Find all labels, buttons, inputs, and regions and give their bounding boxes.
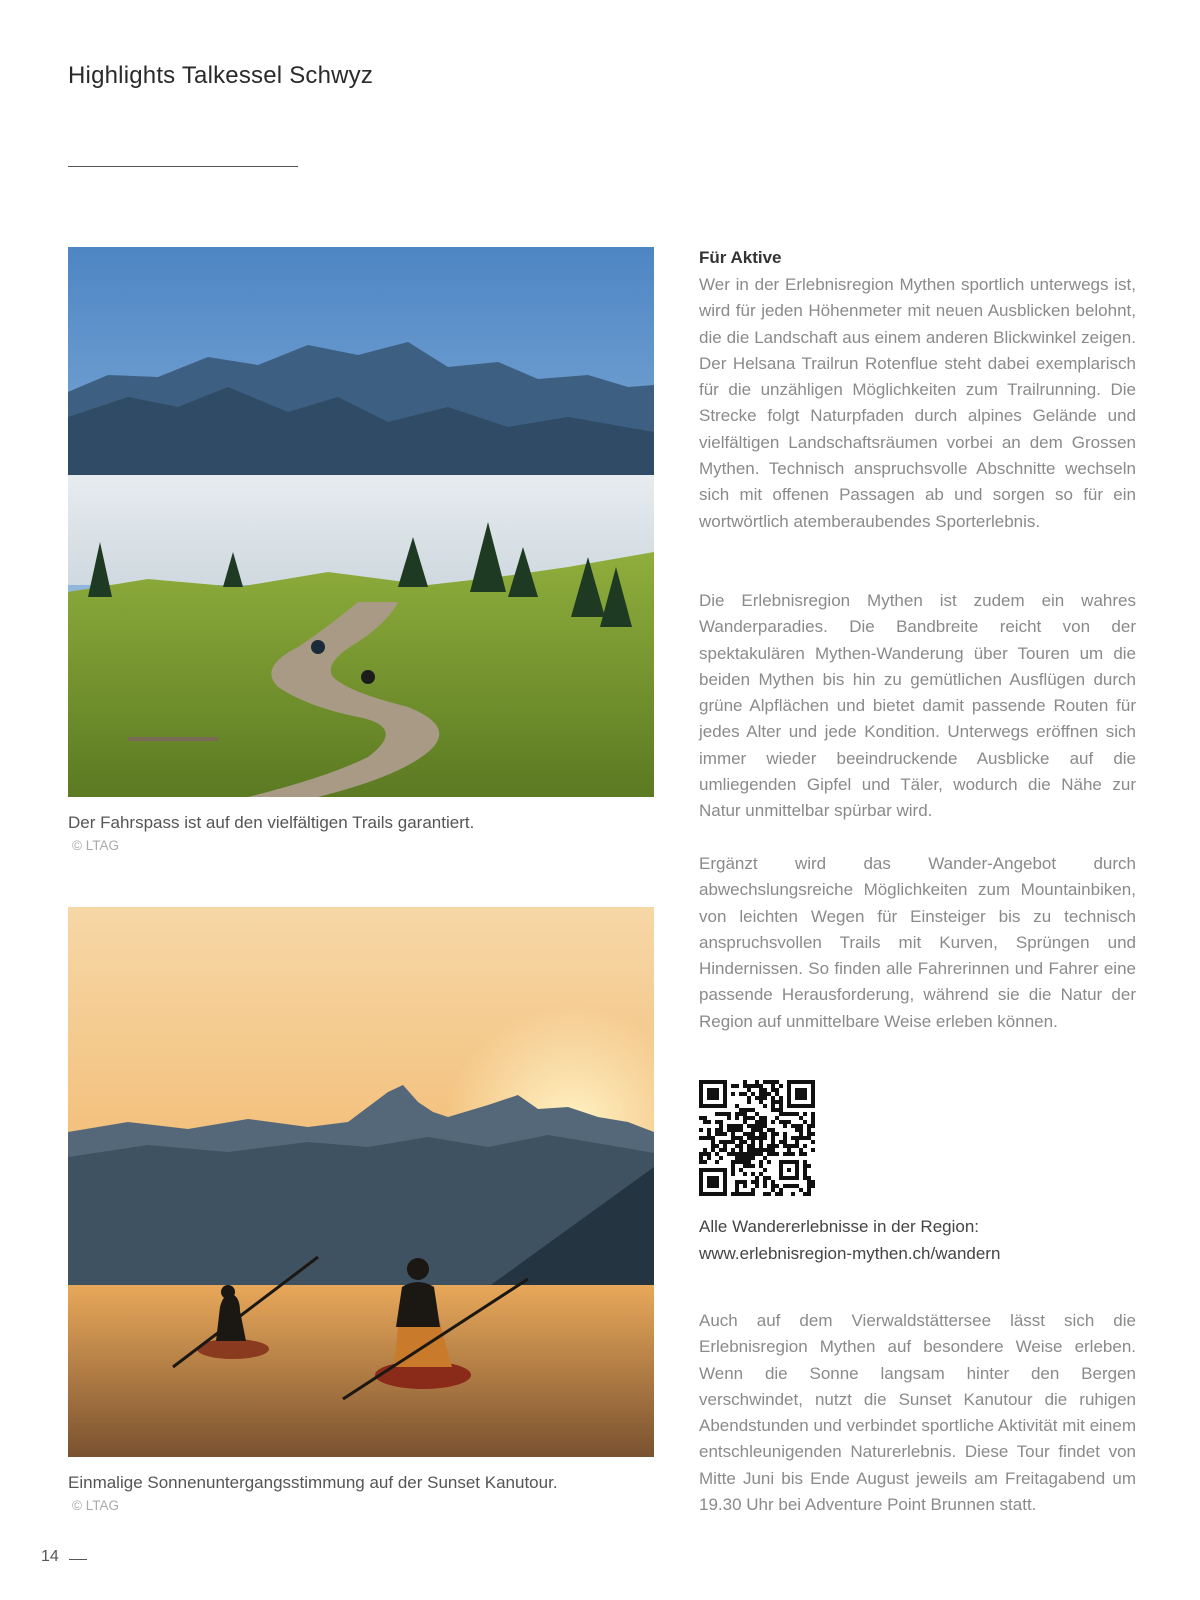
photo-caption: Der Fahrspass ist auf den vielfältigen Trails garantiert.: [68, 813, 475, 832]
mountain-bike-photo: [68, 247, 654, 797]
article-paragraph: Die Erlebnisregion Mythen ist zudem ein wahres Wanderparadies. Die Bandbreite reicht von der spektakulären Mythen-Wanderung über Touren um die beiden Mythen bis hin zu gemütlichen Ausflügen durch grüne Alpflächen und bietet damit passende Routen für jedes Alter und jede Kondition. Unterwegs eröffnen sich immer wieder beeindruckende Ausblicke auf die umliegenden Gipfel und Täler, wodurch die Nähe zur Natur unmittelbar spürbar wird.: [699, 591, 1136, 821]
article-paragraph: Auch auf dem Vierwaldstättersee lässt sich die Erlebnisregion Mythen auf besondere Weise erleben. Wenn die Sonne langsam hinter den Bergen verschwindet, nutzt die Sunset Kanutour die ruhigen Abendstunden und verbindet sportliche Aktivität mit einem entschleunigenden Naturerlebnis. Diese Tour findet von Mitte Juni bis Ende August jeweils am Freitagabend um 19.30 Uhr bei Adventure Point Brunnen statt.: [699, 1311, 1136, 1515]
title-divider: [68, 166, 298, 167]
page-number: 14: [41, 1548, 59, 1565]
link-label: Alle Wandererlebnisse in der Region:: [699, 1217, 980, 1236]
photo-credit: © LTAG: [72, 1498, 119, 1513]
page-number-dash: [69, 1559, 87, 1560]
page-title: Highlights Talkessel Schwyz: [68, 62, 374, 89]
article-paragraph: Wer in der Erlebnisregion Mythen sportlich unterwegs ist, wird für jeden Höhenmeter mit neuen Ausblicken belohnt, die die Landschaft aus einem anderen Blickwinkel zeigen. Der Helsana Trailrun Rotenflue steht dabei exemplarisch für die unzähligen Möglichkeiten zum Trailrunning. Die Strecke folgt Naturpfaden durch alpines Gelände und vielfältigen Landschaftsräumen vorbei an dem Grossen Mythen. Technisch anspruchsvolle Abschnitte wechseln sich mit offenen Passagen ab und sorgen so für ein wortwörtlich atemberaubendes Sporterlebnis.: [699, 275, 1136, 531]
section-heading: Für Aktive: [699, 248, 782, 267]
photo-credit: © LTAG: [72, 838, 119, 853]
article-paragraph: Ergänzt wird das Wander-Angebot durch abwechslungsreiche Möglichkeiten zum Mountainbiken, von leichten Wegen für Einsteiger bis zu technisch anspruchsvollen Trails mit Kurven, Sprüngen und Hindernissen. So finden alle Fahrerinnen und Fahrer eine passende Herausforderung, während sie die Natur der Region auf unmittelbare Weise erleben können.: [699, 854, 1136, 1031]
qr-code[interactable]: [699, 1080, 815, 1196]
photo-caption: Einmalige Sonnenuntergangsstimmung auf der Sunset Kanutour.: [68, 1473, 558, 1492]
website-link[interactable]: www.erlebnisregion-mythen.ch/wandern: [699, 1244, 1001, 1263]
link-block: [699, 1213, 1000, 1267]
sunset-kayak-photo: [68, 907, 654, 1457]
